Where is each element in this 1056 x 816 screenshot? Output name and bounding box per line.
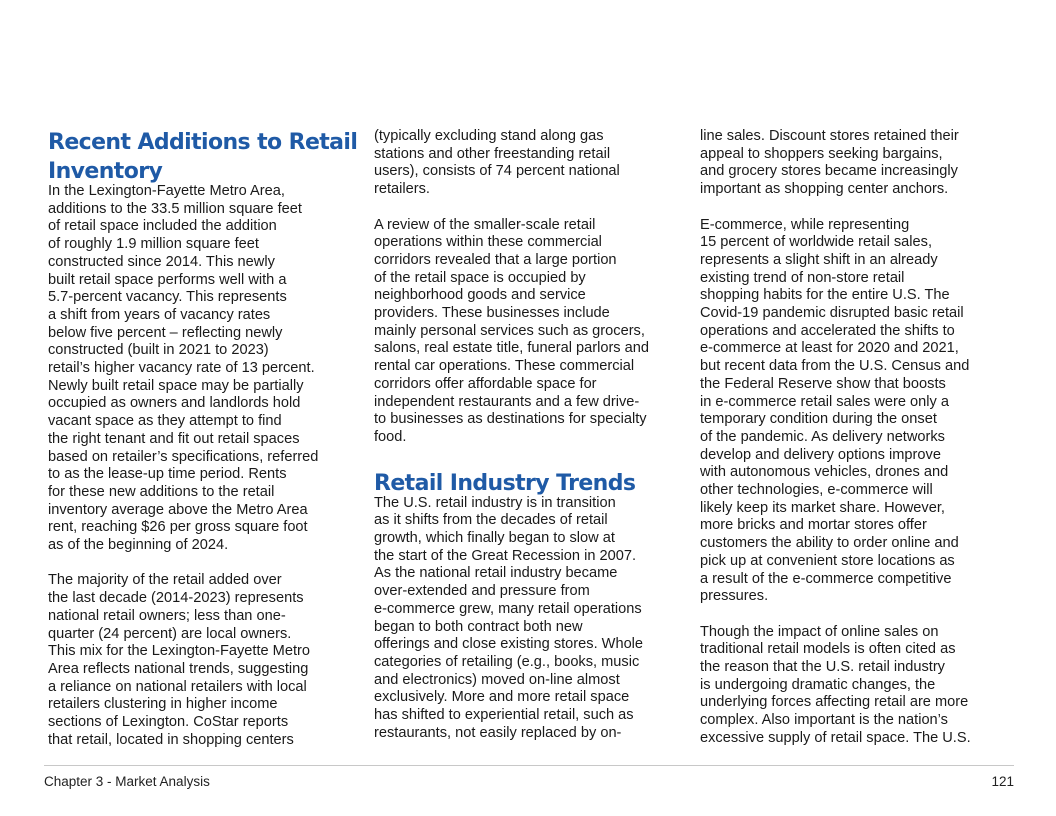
text-column-2 (374, 128, 684, 742)
section-heading-recent-additions: Recent Additions to Retail Inventory (48, 130, 358, 184)
footer-divider (44, 765, 1014, 766)
body-paragraph: The majority of the retail added over the last decade (2014-2023) represents national retail owners; less than one- quarter (24 percent) are local owners. This mix for the Lexington-Fayette Metro Area reflects national trends, suggesting a reliance on national retailers with local retailers clustering in higher income sections of Lexington. CoStar reports that retail, located in shopping centers (48, 572, 310, 748)
text-column-1 (48, 128, 358, 749)
body-paragraph: (typically excluding stand along gas stations and other freestanding retail users), consists of 74 percent national retailers. (374, 128, 620, 198)
body-paragraph: The U.S. retail industry is in transition as it shifts from the decades of retail growth, which finally began to slow at the start of the Great Recession in 2007. As the national retail industry became over-extended and pressure from e-commerce grew, many retail operations began to both contract both new offerings and close existing stores. Whole categories of retailing (e.g., books, music and electronics) moved on-line almost exclusively. More and more retail space has shifted to experiential retail, such as restaurants, not easily replaced by on- (374, 494, 644, 741)
page-number: 121 (991, 774, 1014, 789)
body-paragraph: Though the impact of online sales on traditional retail models is often cited as the reason that the U.S. retail industry is undergoing dramatic changes, the underlying forces affecting retail are more complex. Also important is the nation’s excessive supply of retail space. The U.S. (700, 623, 971, 746)
body-paragraph: line sales. Discount stores retained their appeal to shoppers seeking bargains, and grocery stores became increasingly important as shopping center anchors. (700, 128, 959, 198)
body-paragraph: A review of the smaller-scale retail operations within these commercial corridors revealed that a large portion of the retail space is occupied by neighborhood goods and service providers. These businesses include mainly personal services such as grocers, salons, real estate title, funeral parlors and rental car operations. These commercial corridors offer affordable space for independent restaurants and a few drive- to businesses as destinations for specialty food. (374, 216, 650, 445)
section-heading-retail-industry-trends: Retail Industry Trends (374, 470, 636, 496)
text-column-3 (700, 128, 1010, 748)
body-paragraph: E-commerce, while representing 15 percent of worldwide retail sales, represents a slight shift in an already existing trend of non-store retail shopping habits for the entire U.S. The Covid-19 pandemic disrupted basic retail operations and accelerated the shifts to e-commerce at least for 2020 and 2021, but recent data from the U.S. Census and the Federal Reserve show that boosts in e-commerce retail sales were only a temporary condition during the onset of the pandemic. As delivery networks develop and delivery options improve with autonomous vehicles, drones and other technologies, e-commerce will likely keep its market share. However, more bricks and mortar stores offer customers the ability to order online and pick up at convenient store locations as a result of the e-commerce competitive pressures. (700, 216, 970, 605)
body-paragraph: In the Lexington-Fayette Metro Area, additions to the 33.5 million square feet of retail space included the addition of roughly 1.9 million square feet constructed since 2014. This newly built retail space performs well with a 5.7-percent vacancy. This represents a shift from years of vacancy rates below five percent – reflecting newly constructed (built in 2021 to 2023) retail’s higher vacancy rate of 13 percent. Newly built retail space may be partially occupied as owners and landlords hold vacant space as they attempt to find the right tenant and fit out retail spaces based on retailer’s specifications, referred to as the lease-up time period. Rents for these new additions to the retail inventory average above the Metro Area rent, reaching $26 per gross square foot as of the beginning of 2024. (48, 183, 319, 554)
footer-chapter-title: Chapter 3 - Market Analysis (44, 774, 210, 789)
